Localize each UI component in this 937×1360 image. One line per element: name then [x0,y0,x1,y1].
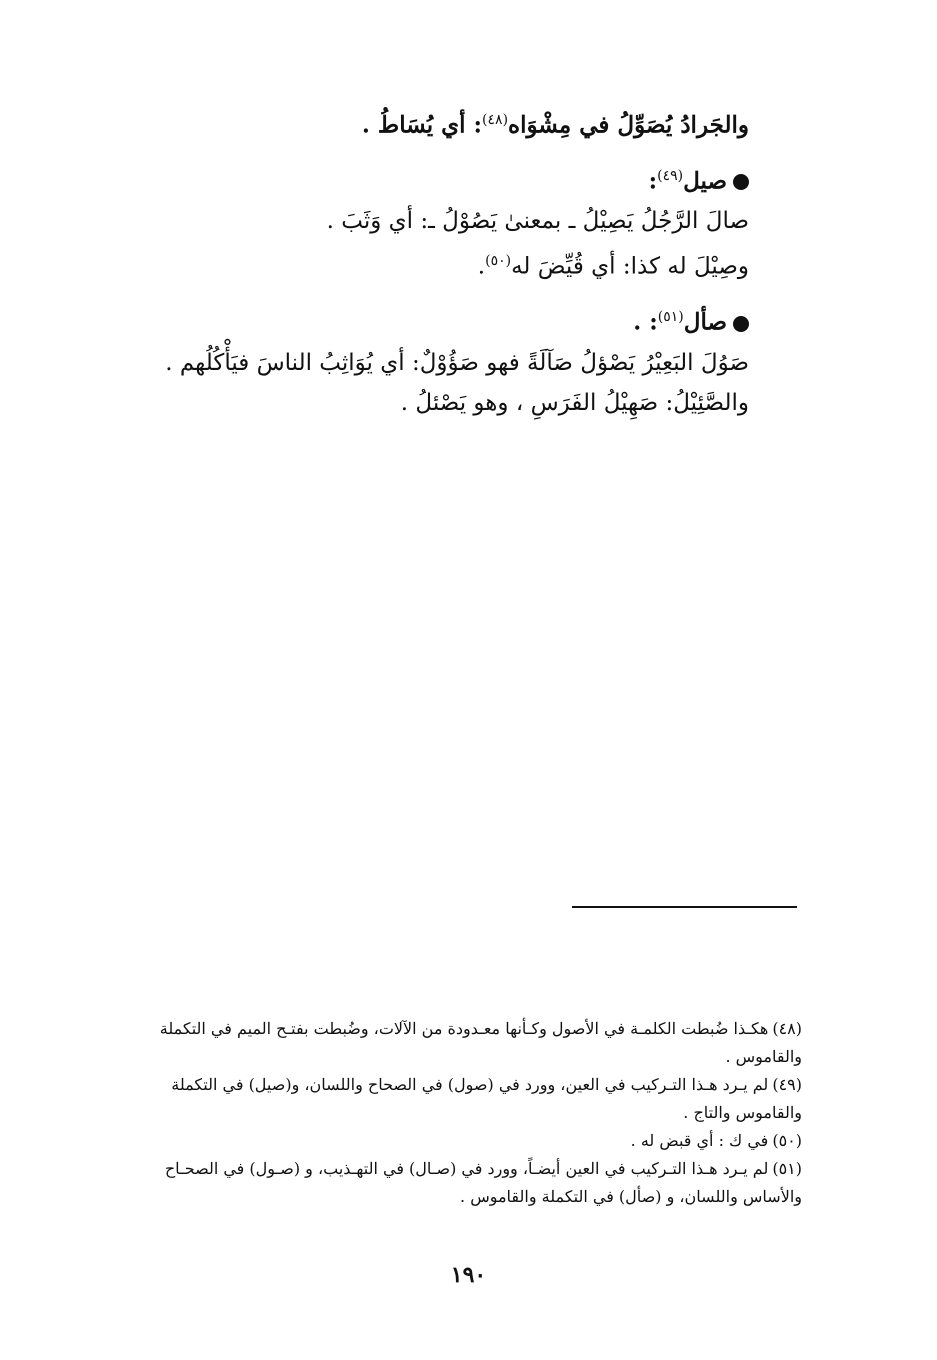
heading-colon: : . [633,308,658,336]
footnote-text: في ك : أي قبض له . [630,1131,769,1150]
footnote-number: (٥١) [772,1159,802,1178]
footnote-text: والقاموس . [725,1047,802,1066]
footnote-number: (٥٠) [772,1131,802,1150]
bullet-icon [733,174,749,190]
main-text [165,100,749,423]
entry-line: صَوُلَ البَعِيْرُ يَصْؤلُ صَآلَةً فهو صَؤُوْلٌ: أي يُوَاثِبُ الناسَ فيَأْكُلُهم . [165,349,749,376]
footnote-ref-49: (٤٩) [657,167,684,184]
footnote-text: هكـذا ضُبطت الكلمـة في الأصول وكـأنها معـدودة من الآلات، وضُبطت بفتـح الميم في التكملة [159,1019,769,1038]
entry-heading-text: صأل [683,308,727,336]
intro-line [190,100,749,146]
page-number: ١٩٠ [450,1262,487,1288]
footnote-49 [80,1071,802,1127]
footnote-separator [572,906,797,908]
heading-colon: : [648,167,658,195]
bullet-icon [733,316,749,332]
footnote-number: (٤٨) [772,1019,802,1038]
entry-line: صالَ الرَّجُلُ يَصِيْلُ ـ بمعنىٰ يَصُوْلُ ـ: أي وَثَبَ . [326,208,749,235]
entry-heading-sal [190,297,749,343]
footnote-text: لم يـرد هـذا التـركيب في العين، وورد في (صول) في الصحاح واللسان، و(صيل) في التكملة [171,1075,769,1094]
entry-heading-text: صيل [683,167,727,195]
entry-line [190,241,749,287]
entry-line-end: . [477,253,486,280]
footnote-ref-50: (٥٠) [485,253,512,270]
footnote-51 [80,1155,802,1211]
intro-gloss: : أي يُسَاطُ . [361,111,483,139]
footnote-text: والقاموس والتاج . [683,1103,802,1122]
footnote-ref-51: (٥١) [657,308,684,325]
entry-line: والصَّئِيْلُ: صَهِيْلُ الفَرَسِ ، وهو يَصْئلُ . [400,389,749,416]
entry-heading-sayl [190,156,749,202]
footnote-48 [80,1015,802,1071]
footnote-50 [80,1127,802,1155]
footnote-text: والأساس واللسان، و (صأل) في التكملة والقاموس . [460,1187,802,1206]
footnote-number: (٤٩) [772,1075,802,1094]
intro-text: والجَرادُ يُصَوِّلُ في مِشْوَاه [508,111,749,139]
footnote-ref-48: (٤٨) [482,112,509,128]
footnote-text: لم يـرد هـذا التـركيب في العين أيضـاً، وورد في (صـال) في التهـذيب، و (صـول) في الصحـاح [164,1159,769,1178]
entry-line-text: وصِيْلَ له كذا: أي قُيِّضَ له [511,253,749,280]
footnotes [80,1015,802,1211]
